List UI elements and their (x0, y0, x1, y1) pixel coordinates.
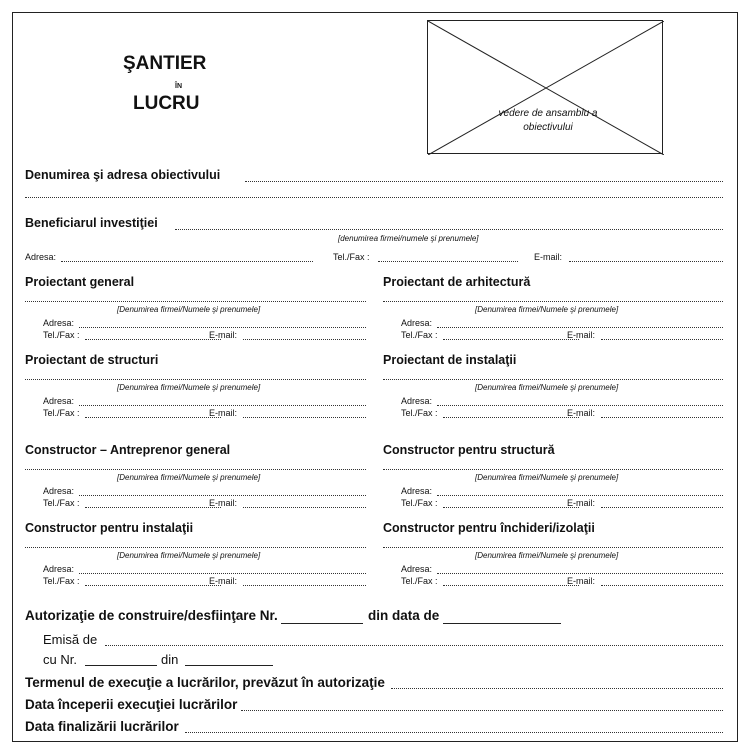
right-party-1-email-label: E-mail: (567, 330, 596, 340)
left-party-1-email-label: E-mail: (209, 330, 238, 340)
beneficiary-address-label: Adresa: (25, 252, 57, 262)
right-party-3-email-label: E-mail: (567, 498, 596, 508)
left-party-4-tel-field[interactable] (85, 585, 221, 586)
left-party-1-address-field[interactable] (79, 327, 366, 328)
left-party-4-tel-label: Tel./Fax : (43, 576, 80, 586)
left-party-3-email-field[interactable] (243, 507, 366, 508)
right-party-2-label: Proiectant de instalaţii (383, 353, 517, 367)
right-party-3-address-label: Adresa: (401, 486, 433, 496)
left-party-3-label: Constructor – Antreprenor general (25, 443, 231, 457)
beneficiary-hint: [denumirea firmei/numele şi prenumele] (338, 234, 479, 243)
beneficiary-email-field[interactable] (569, 261, 723, 262)
left-party-1-tel-field[interactable] (85, 339, 221, 340)
right-party-4-address-field[interactable] (437, 573, 723, 574)
right-party-4-hint: [Denumirea firmei/Numele şi prenumele] (475, 551, 619, 560)
right-party-1-tel-field[interactable] (443, 339, 579, 340)
left-party-2-email-label: E-mail: (209, 408, 238, 418)
right-party-4-label: Constructor pentru închideri/izolaţii (383, 521, 595, 535)
left-party-3-tel-label: Tel./Fax : (43, 498, 80, 508)
left-party-1-address-label: Adresa: (43, 318, 75, 328)
beneficiary-tel-field[interactable] (378, 261, 518, 262)
issued-by-field[interactable] (105, 645, 723, 646)
left-party-4-hint: [Denumirea firmei/Numele şi prenumele] (117, 551, 261, 560)
right-party-1-hint: [Denumirea firmei/Numele şi prenumele] (475, 305, 619, 314)
execution-term-field[interactable] (391, 688, 723, 689)
title-line-1: ŞANTIER (123, 53, 207, 74)
right-party-4-tel-field[interactable] (443, 585, 579, 586)
right-party-1-email-field[interactable] (601, 339, 723, 340)
issue-date-label: din (161, 652, 179, 667)
right-party-3-tel-field[interactable] (443, 507, 579, 508)
left-party-4-email-label: E-mail: (209, 576, 238, 586)
start-date-field[interactable] (241, 710, 723, 711)
authorization-label: Autorizaţie de construire/desfiinţare Nr. (25, 608, 278, 623)
issue-number-field[interactable] (85, 665, 157, 666)
left-party-3-address-field[interactable] (79, 495, 366, 496)
right-party-2-address-label: Adresa: (401, 396, 433, 406)
right-party-4-email-field[interactable] (601, 585, 723, 586)
beneficiary-tel-label: Tel./Fax : (333, 252, 370, 262)
left-party-1-tel-label: Tel./Fax : (43, 330, 80, 340)
issued-by-label: Emisă de (43, 632, 98, 647)
right-party-1-label: Proiectant de arhitectură (383, 275, 531, 289)
right-party-1-name-field[interactable] (383, 301, 723, 302)
title-line-3: LUCRU (133, 93, 200, 114)
left-party-2-address-field[interactable] (79, 405, 366, 406)
right-party-4-name-field[interactable] (383, 547, 723, 548)
right-party-2-tel-field[interactable] (443, 417, 579, 418)
left-party-1-email-field[interactable] (243, 339, 366, 340)
left-party-2-label: Proiectant de structuri (25, 353, 159, 367)
title-line-2: ÎN (175, 83, 182, 90)
right-party-2-hint: [Denumirea firmei/Numele şi prenumele] (475, 383, 619, 392)
end-date-field[interactable] (185, 732, 723, 733)
right-party-3-label: Constructor pentru structură (383, 443, 555, 457)
left-party-4-name-field[interactable] (25, 547, 366, 548)
right-party-2-tel-label: Tel./Fax : (401, 408, 438, 418)
left-party-4-label: Constructor pentru instalaţii (25, 521, 194, 535)
left-party-3-name-field[interactable] (25, 469, 366, 470)
right-party-3-tel-label: Tel./Fax : (401, 498, 438, 508)
beneficiary-field[interactable] (175, 229, 723, 230)
left-party-4-email-field[interactable] (243, 585, 366, 586)
left-party-2-tel-label: Tel./Fax : (43, 408, 80, 418)
right-party-1-address-label: Adresa: (401, 318, 433, 328)
right-party-3-name-field[interactable] (383, 469, 723, 470)
left-party-2-hint: [Denumirea firmei/Numele şi prenumele] (117, 383, 261, 392)
issue-number-label: cu Nr. (43, 652, 77, 667)
left-party-3-address-label: Adresa: (43, 486, 75, 496)
right-party-2-email-field[interactable] (601, 417, 723, 418)
right-party-4-email-label: E-mail: (567, 576, 596, 586)
left-party-2-email-field[interactable] (243, 417, 366, 418)
photo-caption: vedere de ansamblu a obiectivului (498, 108, 598, 133)
issue-date-field[interactable] (185, 665, 273, 666)
left-party-1-name-field[interactable] (25, 301, 366, 302)
left-party-2-name-field[interactable] (25, 379, 366, 380)
right-party-3-hint: [Denumirea firmei/Numele şi prenumele] (475, 473, 619, 482)
left-party-2-address-label: Adresa: (43, 396, 75, 406)
beneficiary-email-label: E-mail: (534, 252, 563, 262)
right-party-3-email-field[interactable] (601, 507, 723, 508)
authorization-date-label: din data de (368, 608, 440, 623)
left-party-1-label: Proiectant general (25, 275, 135, 289)
objective-field-2[interactable] (25, 197, 723, 198)
beneficiary-address-field[interactable] (61, 261, 313, 262)
right-party-1-address-field[interactable] (437, 327, 723, 328)
authorization-date-field[interactable] (443, 623, 561, 624)
left-party-2-tel-field[interactable] (85, 417, 221, 418)
right-party-2-email-label: E-mail: (567, 408, 596, 418)
left-party-3-email-label: E-mail: (209, 498, 238, 508)
right-party-2-address-field[interactable] (437, 405, 723, 406)
right-party-1-tel-label: Tel./Fax : (401, 330, 438, 340)
overview-photo-placeholder (427, 20, 663, 154)
right-party-3-address-field[interactable] (437, 495, 723, 496)
right-party-4-address-label: Adresa: (401, 564, 433, 574)
start-date-label: Data începerii execuţiei lucrărilor (25, 697, 238, 712)
right-party-4-tel-label: Tel./Fax : (401, 576, 438, 586)
left-party-1-hint: [Denumirea firmei/Numele şi prenumele] (117, 305, 261, 314)
left-party-3-tel-field[interactable] (85, 507, 221, 508)
authorization-number-field[interactable] (281, 623, 363, 624)
end-date-label: Data finalizării lucrărilor (25, 719, 179, 734)
beneficiary-label: Beneficiarul investiţiei (25, 216, 158, 230)
left-party-3-hint: [Denumirea firmei/Numele şi prenumele] (117, 473, 261, 482)
construction-site-panel (12, 12, 738, 742)
right-party-2-name-field[interactable] (383, 379, 723, 380)
objective-label: Denumirea şi adresa obiectivului (25, 168, 221, 182)
left-party-4-address-label: Adresa: (43, 564, 75, 574)
left-party-4-address-field[interactable] (79, 573, 366, 574)
execution-term-label: Termenul de execuţie a lucrărilor, prevăzut în autorizaţie (25, 675, 385, 690)
objective-field-1[interactable] (245, 181, 723, 182)
